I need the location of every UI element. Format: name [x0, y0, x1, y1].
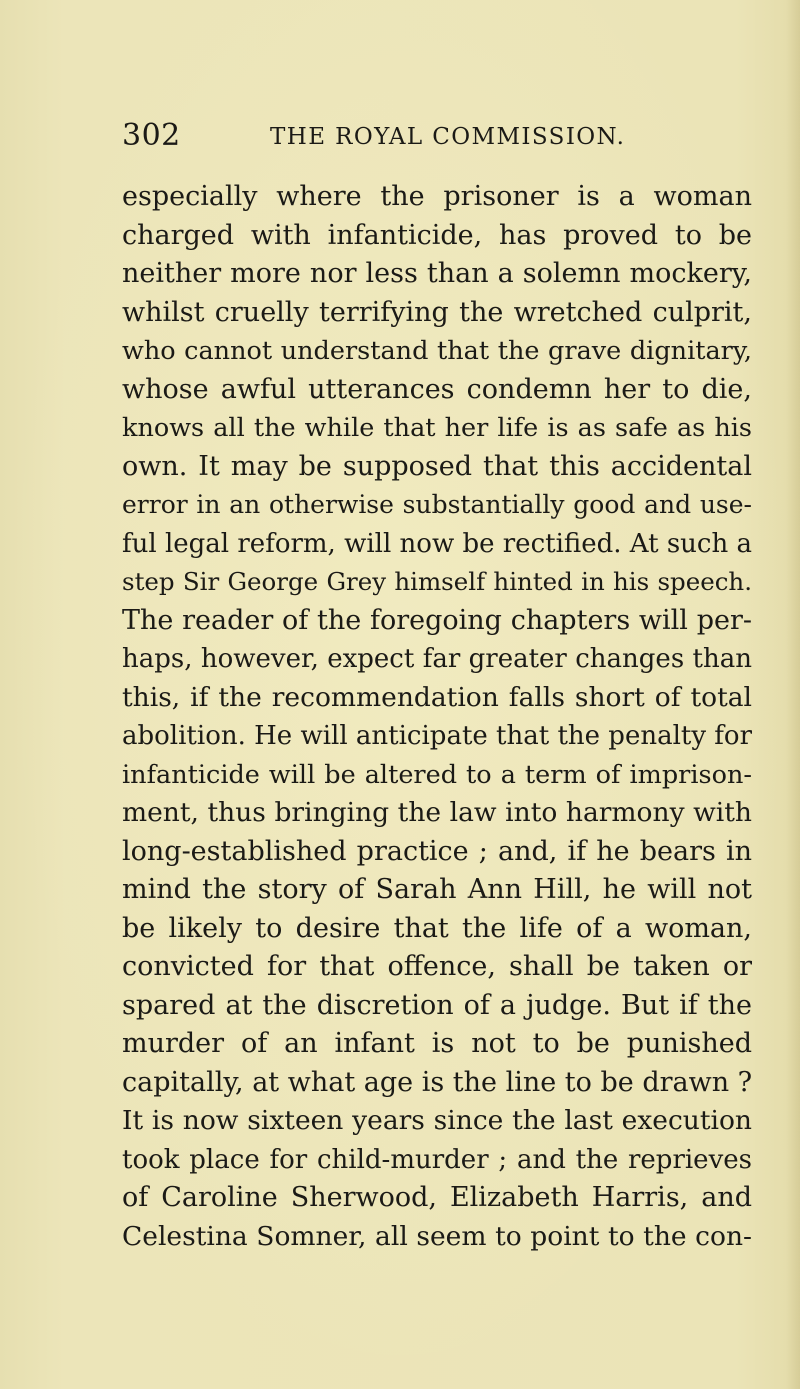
text-line: ful legal reform, will now be rectified. At such a	[122, 528, 752, 559]
text-line: It is now sixteen years since the last execution	[122, 1105, 752, 1136]
text-line: mind the story of Sarah Ann Hill, he will not	[122, 874, 752, 905]
page-number: 302	[122, 118, 181, 153]
text-line: error in an otherwise substantially good and use-	[122, 490, 752, 519]
text-line: whose awful utterances condemn her to die,	[122, 373, 752, 405]
text-line: haps, however, expect far greater changes than	[122, 644, 752, 674]
running-head: THE ROYAL COMMISSION.	[270, 124, 626, 150]
text-line: long-established practice ; and, if he bears in	[122, 835, 752, 867]
text-line: step Sir George Grey himself hinted in his speech.	[122, 567, 752, 596]
text-line: spared at the discretion of a judge. But if the	[122, 989, 752, 1021]
text-line: be likely to desire that the life of a woman,	[122, 912, 752, 944]
text-line: capitally, at what age is the line to be drawn ?	[122, 1066, 752, 1098]
text-line: who cannot understand that the grave dignitary,	[122, 336, 752, 366]
text-line: knows all the while that her life is as safe as his	[122, 413, 752, 443]
text-line: murder of an infant is not to be punished	[122, 1028, 752, 1059]
text-line: infanticide will be altered to a term of imprison-	[122, 759, 752, 790]
text-line: this, if the recommendation falls short of total	[122, 681, 752, 713]
text-line: own. It may be supposed that this accidental	[122, 450, 752, 482]
text-line: abolition. He will anticipate that the penalty for	[122, 721, 752, 751]
body-text	[122, 178, 752, 1256]
text-line: took place for child-murder ; and the reprieves	[122, 1144, 752, 1175]
text-line: convicted for that offence, shall be taken or	[122, 951, 752, 982]
page-edge-shadow	[786, 0, 800, 1389]
text-line: charged with infanticide, has proved to be	[122, 219, 752, 251]
text-line: The reader of the foregoing chapters will per-	[122, 604, 752, 636]
text-line: neither more nor less than a solemn mockery,	[122, 258, 752, 289]
text-line: especially where the prisoner is a woman	[122, 181, 752, 212]
page-header	[122, 118, 682, 158]
text-line: ment, thus bringing the law into harmony with	[122, 797, 752, 828]
text-line: Celestina Somner, all seem to point to the con-	[122, 1220, 752, 1252]
text-line: of Caroline Sherwood, Elizabeth Harris, and	[122, 1182, 752, 1213]
text-line: whilst cruelly terrifying the wretched culprit,	[122, 296, 752, 328]
